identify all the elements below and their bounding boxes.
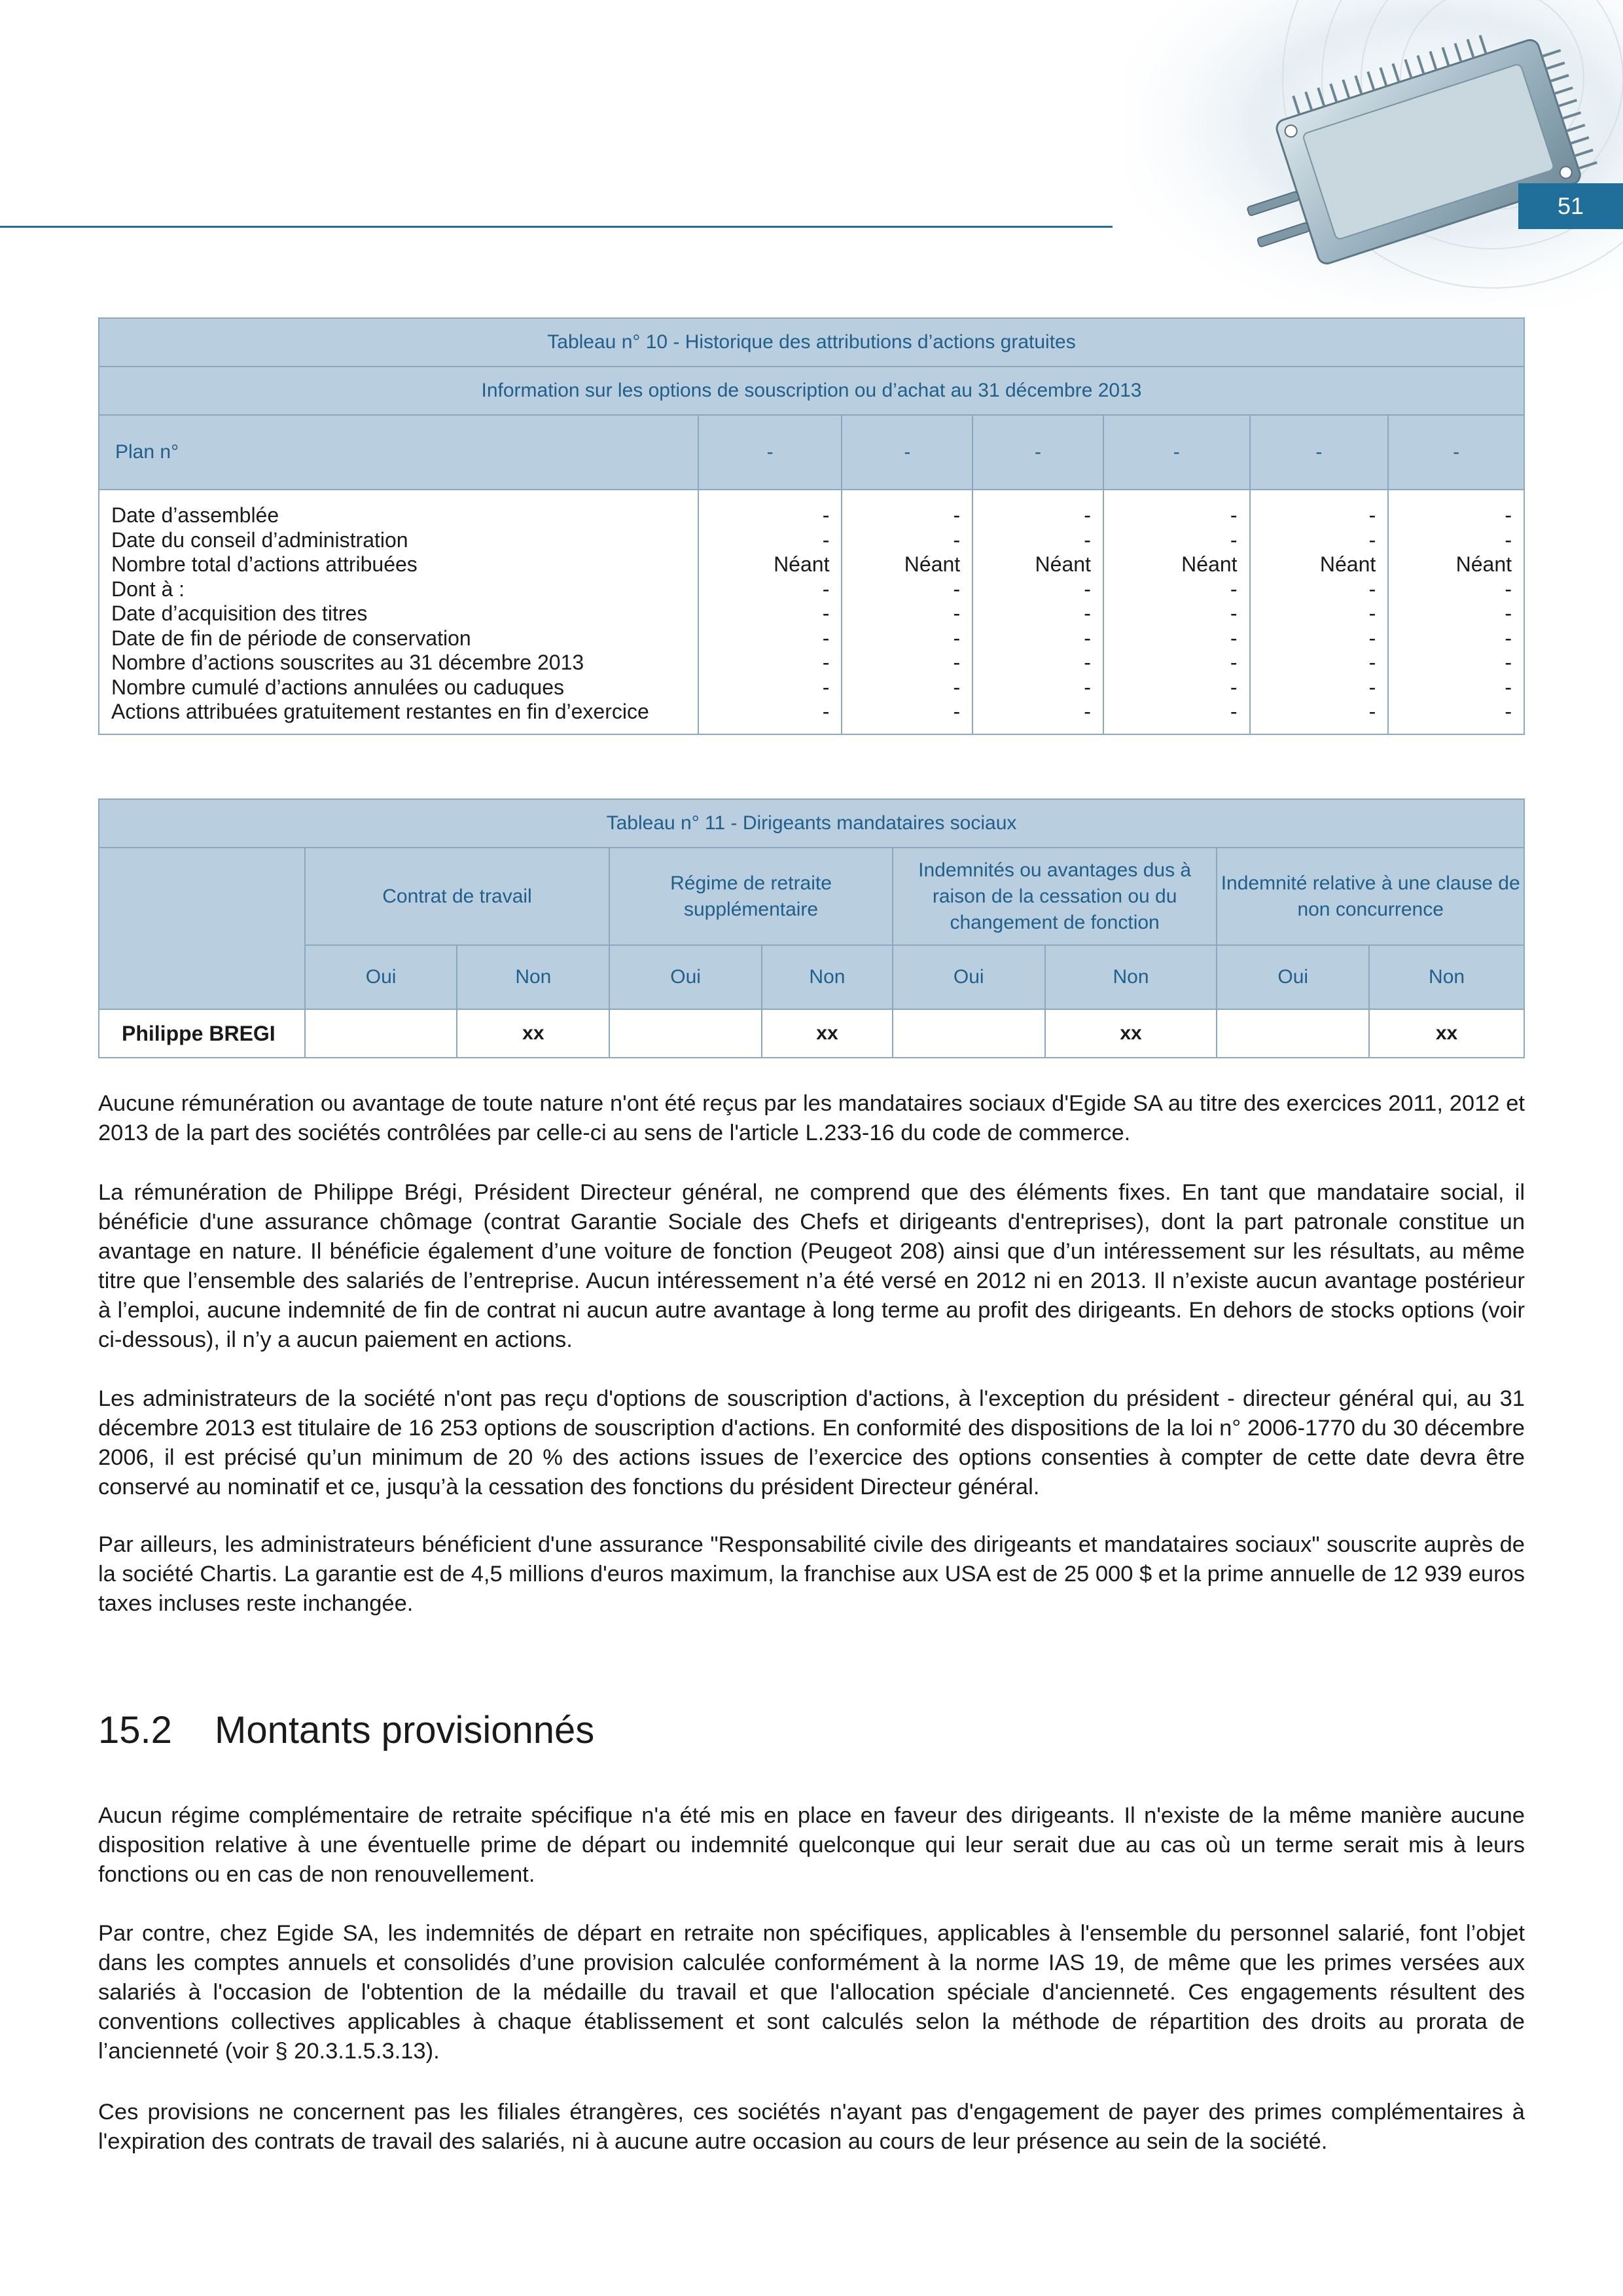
table-cell: - <box>953 651 961 674</box>
electronic-package-illustration <box>1126 0 1623 308</box>
table-10-free-shares-history <box>98 317 1525 735</box>
table-cell: - <box>1230 675 1238 699</box>
no-header: Non <box>457 945 609 1009</box>
table-cell: - <box>1084 577 1091 601</box>
table-cell: - <box>822 651 830 674</box>
plan-number: - <box>698 415 842 490</box>
table-cell: - <box>953 675 961 699</box>
table-row <box>99 1009 1524 1058</box>
table-cell: - <box>1368 577 1376 601</box>
plan-number: - <box>1103 415 1250 490</box>
table-cell: - <box>953 528 961 552</box>
table-cell: - <box>822 601 830 625</box>
row-label: Nombre total d’actions attribuées <box>111 552 418 576</box>
row-label: Date du conseil d’administration <box>111 528 408 552</box>
table-11-title: Tableau n° 11 - Dirigeants mandataires sociaux <box>99 799 1524 848</box>
table-cell: - <box>1084 528 1091 552</box>
column-group-header: Contrat de travail <box>305 848 609 945</box>
table-cell: - <box>1505 651 1512 674</box>
section-number: 15.2 <box>98 1709 172 1751</box>
table-cell: xx <box>762 1009 893 1058</box>
plan-number: - <box>1388 415 1524 490</box>
table-cell: - <box>1368 700 1376 723</box>
row-label: Actions attribuées gratuitement restantes en fin d’exercice <box>111 700 649 723</box>
table-cell: - <box>953 577 961 601</box>
table-cell: - <box>822 503 830 527</box>
plan-number: - <box>842 415 972 490</box>
yes-header: Oui <box>305 945 457 1009</box>
table-cell: - <box>1084 626 1091 650</box>
table-11-corner <box>99 848 305 1009</box>
table-10-subtitle: Information sur les options de souscription ou d’achat au 31 décembre 2013 <box>99 367 1524 415</box>
table-cell: Néant <box>904 552 961 576</box>
plan-column <box>1388 490 1524 734</box>
table-cell: - <box>1230 700 1238 723</box>
row-label: Nombre d’actions souscrites au 31 décembre 2013 <box>111 651 584 674</box>
table-cell: - <box>1505 675 1512 699</box>
table-10-title: Tableau n° 10 - Historique des attributions d’actions gratuites <box>99 318 1524 367</box>
no-header: Non <box>1045 945 1217 1009</box>
table-cell: - <box>1368 601 1376 625</box>
no-header: Non <box>1369 945 1524 1009</box>
table-cell: - <box>1084 700 1091 723</box>
table-cell: - <box>1084 601 1091 625</box>
table-cell: - <box>1230 503 1238 527</box>
plan-number: - <box>972 415 1103 490</box>
table-cell <box>609 1009 762 1058</box>
table-cell: - <box>1230 626 1238 650</box>
header-rule <box>0 226 1113 228</box>
paragraph: Par contre, chez Egide SA, les indemnités de départ en retraite non spécifiques, applicables à l'ensemble du personnel salarié, font l’objet dans les comptes annuels et consolidés d’une provision calculée conformément à la norme IAS 19, de même que les primes versées aux salariés à l'occasion de l'obtention de la médaille du travail et que l'allocation spéciale d'ancienneté. Ces engagements résultent des conventions collectives applicables à chaque établissement et sont calculés selon la méthode de répartition des droits au prorata de l’ancienneté (voir § 20.3.1.5.3.13). <box>98 1921 1525 2064</box>
table-cell: - <box>1368 626 1376 650</box>
paragraph: Ces provisions ne concernent pas les filiales étrangères, ces sociétés n'ayant pas d'engagement de payer des primes complémentaires à l'expiration des contrats de travail des salariés, ni à aucune autre occasion au cours de leur présence au sein de la société. <box>98 2100 1525 2154</box>
table-cell <box>1217 1009 1369 1058</box>
section-title: Montants provisionnés <box>215 1709 595 1751</box>
column-group-header: Indemnités ou avantages dus à raison de la cessation ou du changement de fonction <box>893 848 1217 945</box>
paragraph: Aucune rémunération ou avantage de toute nature n'ont été reçus par les mandataires sociaux d'Egide SA au titre des exercices 2011, 2012 et 2013 de la part des sociétés contrôlées par celle-ci au sens de l'article L.233-16 du code de commerce. <box>98 1091 1525 1145</box>
table-cell: - <box>1230 577 1238 601</box>
table-cell: - <box>822 675 830 699</box>
table-cell: Néant <box>774 552 830 576</box>
table-cell: - <box>1368 528 1376 552</box>
table-11-executive-officers <box>98 798 1525 1058</box>
column-group-header: Indemnité relative à une clause de non concurrence <box>1217 848 1524 945</box>
row-labels <box>99 490 698 734</box>
paragraph: Par ailleurs, les administrateurs bénéficient d'une assurance "Responsabilité civile des dirigeants et mandataires sociaux" souscrite auprès de la société Chartis. La garantie est de 4,5 millions d'euros maximum, la franchise aux USA est de 25 000 $ et la prime annuelle de 12 939 euros taxes incluses reste inchangée. <box>98 1532 1525 1616</box>
row-label: Nombre cumulé d’actions annulées ou caduques <box>111 675 564 699</box>
yes-header: Oui <box>1217 945 1369 1009</box>
plan-column <box>842 490 972 734</box>
yes-header: Oui <box>609 945 762 1009</box>
table-cell: xx <box>457 1009 609 1058</box>
table-cell: - <box>822 626 830 650</box>
table-cell: - <box>822 700 830 723</box>
row-label: Date de fin de période de conservation <box>111 626 471 650</box>
table-cell: - <box>1368 675 1376 699</box>
table-cell <box>893 1009 1045 1058</box>
table-cell: - <box>1230 528 1238 552</box>
paragraph: Aucun régime complémentaire de retraite spécifique n'a été mis en place en faveur des dirigeants. Il n'existe de la même manière aucune disposition relative à une éventuelle prime de départ ou indemnité quelconque qui leur serait due au cas où un terme serait mis à leurs fonctions ou en cas de non renouvellement. <box>98 1803 1525 1887</box>
plan-column <box>698 490 842 734</box>
plan-number: - <box>1250 415 1389 490</box>
table-cell: xx <box>1045 1009 1217 1058</box>
table-cell: - <box>1368 503 1376 527</box>
plan-column <box>1103 490 1250 734</box>
table-cell: Néant <box>1181 552 1238 576</box>
table-cell: xx <box>1369 1009 1524 1058</box>
table-cell: Néant <box>1035 552 1091 576</box>
table-cell: - <box>1368 651 1376 674</box>
table-cell: - <box>822 528 830 552</box>
table-cell: - <box>1084 503 1091 527</box>
table-cell: - <box>1084 675 1091 699</box>
table-cell: - <box>822 577 830 601</box>
table-cell: - <box>953 700 961 723</box>
table-cell: - <box>1505 601 1512 625</box>
table-cell: Néant <box>1319 552 1376 576</box>
no-header: Non <box>762 945 893 1009</box>
table-cell: - <box>953 503 961 527</box>
page-number: 51 <box>1518 183 1623 229</box>
table-cell: - <box>953 626 961 650</box>
plan-column <box>972 490 1103 734</box>
table-cell: - <box>1505 626 1512 650</box>
table-cell <box>305 1009 457 1058</box>
table-cell: - <box>1505 700 1512 723</box>
row-label: Date d’assemblée <box>111 503 279 527</box>
table-cell: - <box>1505 503 1512 527</box>
column-group-header: Régime de retraite supplémentaire <box>609 848 893 945</box>
plan-column <box>1250 490 1389 734</box>
table-cell: - <box>1505 577 1512 601</box>
row-label: Date d’acquisition des titres <box>111 601 368 625</box>
table-cell: - <box>1505 528 1512 552</box>
yes-header: Oui <box>893 945 1045 1009</box>
row-label: Dont à : <box>111 577 185 601</box>
section-heading <box>98 1708 594 1752</box>
officer-name: Philippe BREGI <box>99 1009 305 1058</box>
paragraph: La rémunération de Philippe Brégi, Président Directeur général, ne comprend que des éléments fixes. En tant que mandataire social, il bénéficie d'une assurance chômage (contrat Garantie Sociale des Chefs et dirigeants d'entreprises), dont la part patronale constitue un avantage en nature. Il bénéficie également d’une voiture de fonction (Peugeot 208) ainsi que d’un intéressement sur les résultats, au même titre que l’ensemble des salariés de l’entreprise. Aucun intéressement n’a été versé en 2012 ni en 2013. Il n’existe aucun avantage postérieur à l’emploi, aucune indemnité de fin de contrat ni aucun autre avantage à long terme au profit des dirigeants. En dehors de stocks options (voir ci-dessous), il n’y a aucun paiement en actions. <box>98 1180 1525 1352</box>
paragraph: Les administrateurs de la société n'ont pas reçu d'options de souscription d'actions, à l'exception du président - directeur général qui, au 31 décembre 2013 est titulaire de 16 253 options de souscription d'actions. En conformité des dispositions de la loi n° 2006-1770 du 30 décembre 2006, il est précisé qu’un minimum de 20 % des actions issues de l’exercice des options consenties à compter de cette date devra être conservé au nominatif et ce, jusqu’à la cessation des fonctions du président Directeur général. <box>98 1386 1525 1499</box>
table-cell: - <box>1084 651 1091 674</box>
plan-label: Plan n° <box>99 415 698 490</box>
table-cell: - <box>1230 601 1238 625</box>
table-cell: Néant <box>1455 552 1512 576</box>
table-cell: - <box>953 601 961 625</box>
table-cell: - <box>1230 651 1238 674</box>
